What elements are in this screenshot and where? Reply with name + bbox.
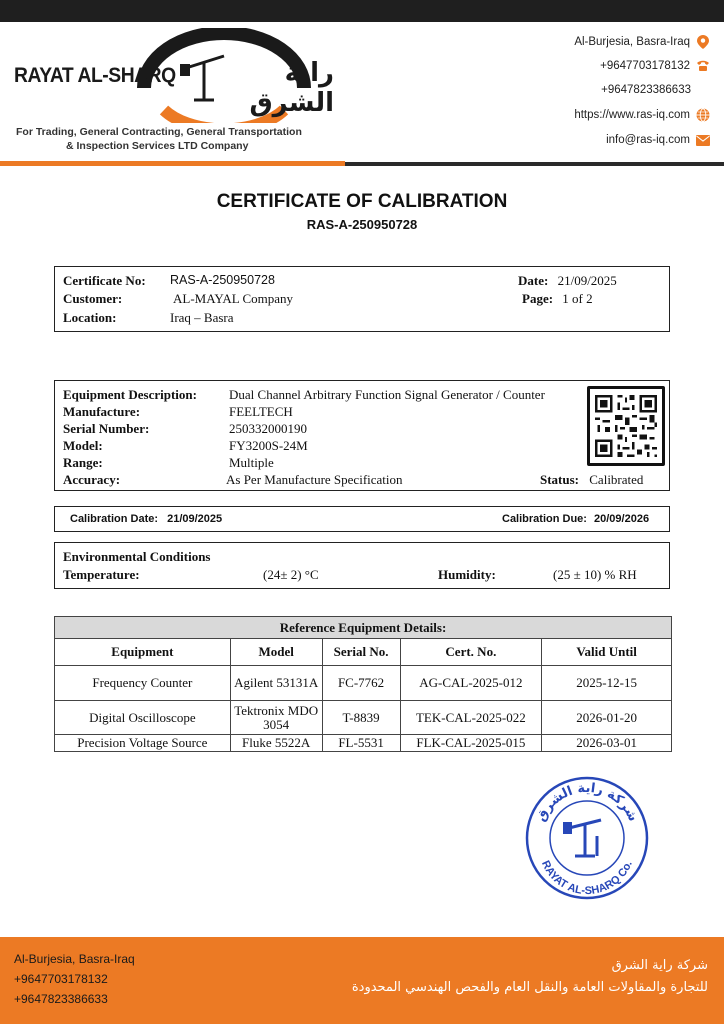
location-value: Iraq – Basra xyxy=(170,310,234,325)
calibration-due-row xyxy=(502,513,649,525)
logo-tagline-line1: For Trading, General Contracting, General Transportation xyxy=(16,126,302,138)
location-label: Location: xyxy=(63,310,117,325)
table-row xyxy=(55,701,672,735)
equipment-description-row xyxy=(63,387,545,403)
accuracy-label: Accuracy: xyxy=(63,472,121,487)
customer-value: AL-MAYAL Company xyxy=(173,291,294,306)
table-cell: Agilent 53131A xyxy=(230,666,322,701)
table-cell: 2026-01-20 xyxy=(542,701,672,735)
serial-number-value: 250332000190 xyxy=(229,421,307,436)
table-cell: FLK-CAL-2025-015 xyxy=(400,735,542,752)
logo-tagline-line2: & Inspection Services LTD Company xyxy=(66,140,249,152)
location-row xyxy=(63,310,234,326)
footer-phone2: +9647823386633 xyxy=(14,992,108,1006)
svg-text:RAYAT AL-SHARQ Co. xyxy=(539,859,635,897)
header-phone1-text: +9647703178132 xyxy=(600,60,690,72)
serial-number-label: Serial Number: xyxy=(63,421,150,436)
certificate-no-row xyxy=(63,273,275,289)
page-label: Page: xyxy=(522,291,554,306)
header-website[interactable] xyxy=(574,108,710,122)
table-cell: AG-CAL-2025-012 xyxy=(400,666,542,701)
company-logo xyxy=(14,28,334,156)
column-header-valid-until: Valid Until xyxy=(542,639,672,666)
date-value: 21/09/2025 xyxy=(557,273,617,288)
equipment-description-label: Equipment Description: xyxy=(63,387,197,402)
range-row xyxy=(63,455,274,471)
calibration-due-value: 20/09/2026 xyxy=(594,513,650,525)
serial-number-row xyxy=(63,421,307,437)
header-divider-orange xyxy=(0,161,345,166)
header-email[interactable] xyxy=(606,133,710,147)
table-cell: Fluke 5522A xyxy=(230,735,322,752)
status-value: Calibrated xyxy=(589,472,644,487)
location-pin-icon xyxy=(696,35,710,49)
manufacture-value: FEELTECH xyxy=(229,404,293,419)
column-header-serial: Serial No. xyxy=(322,639,400,666)
logo-english-text: RAYAT AL-SHARQ xyxy=(14,64,176,87)
stamp-arabic-text: شركة راية الشرق xyxy=(533,780,641,825)
accuracy-value: As Per Manufacture Specification xyxy=(226,472,403,487)
table-cell: FL-5531 xyxy=(322,735,400,752)
manufacture-label: Manufacture: xyxy=(63,404,141,419)
header-website-text[interactable]: https://www.ras-iq.com xyxy=(574,109,690,121)
table-row xyxy=(55,666,672,701)
calibration-date-value: 21/09/2025 xyxy=(167,513,223,525)
footer-company-arabic xyxy=(352,955,708,999)
certificate-number-heading: RAS-A-250950728 xyxy=(306,217,418,232)
humidity-row xyxy=(438,567,637,583)
customer-row xyxy=(63,291,294,307)
table-cell: FC-7762 xyxy=(322,666,400,701)
range-value: Multiple xyxy=(229,455,274,470)
certificate-no-label: Certificate No: xyxy=(63,273,146,288)
reference-equipment-table xyxy=(54,616,672,752)
header-address xyxy=(574,35,710,49)
stamp-english-text: RAYAT AL-SHARQ Co. xyxy=(539,858,635,898)
header-phone1 xyxy=(600,59,710,73)
page-row xyxy=(522,291,593,307)
calibration-date-row xyxy=(70,513,222,525)
header-phone2-text: +9647823386633 xyxy=(601,84,691,96)
qr-code[interactable] xyxy=(587,386,665,466)
certificate-no-value: RAS-A-250950728 xyxy=(170,273,275,287)
footer-company-name: شركة راية الشرق xyxy=(611,958,708,973)
page-value: 1 of 2 xyxy=(562,291,593,306)
manufacture-row xyxy=(63,404,293,420)
column-header-equipment: Equipment xyxy=(55,639,231,666)
header-email-text[interactable]: info@ras-iq.com xyxy=(606,134,690,146)
humidity-label: Humidity: xyxy=(438,567,496,582)
table-cell: 2026-03-01 xyxy=(542,735,672,752)
column-header-model: Model xyxy=(230,639,322,666)
globe-icon xyxy=(696,108,710,122)
temperature-value: (24± 2) °C xyxy=(263,567,319,582)
envelope-icon xyxy=(696,133,710,147)
model-label: Model: xyxy=(63,438,103,453)
table-cell: Tektronix MDO 3054 xyxy=(230,701,322,735)
date-label: Date: xyxy=(518,273,549,288)
calibration-date-label: Calibration Date: xyxy=(70,513,159,525)
header-address-text: Al-Burjesia, Basra-Iraq xyxy=(574,36,690,48)
phone-icon xyxy=(696,59,710,73)
model-value: FY3200S-24M xyxy=(229,438,308,453)
footer-phone1: +9647703178132 xyxy=(14,972,108,986)
table-header-row xyxy=(55,639,672,666)
temperature-row xyxy=(63,567,319,583)
header-divider-dark xyxy=(345,162,724,166)
calibration-due-label: Calibration Due: xyxy=(502,513,587,525)
status-row xyxy=(540,472,643,488)
temperature-label: Temperature: xyxy=(63,567,140,582)
svg-text:شركة راية الشرق xyxy=(534,781,641,824)
environment-heading: Environmental Conditions xyxy=(63,549,211,564)
footer-address: Al-Burjesia, Basra-Iraq xyxy=(14,952,135,966)
table-cell: Precision Voltage Source xyxy=(55,735,231,752)
range-label: Range: xyxy=(63,455,103,470)
header-phone2 xyxy=(601,84,691,96)
customer-label: Customer: xyxy=(63,291,123,306)
table-cell: Frequency Counter xyxy=(55,666,231,701)
logo-arabic-text: راية الشرق xyxy=(249,58,334,118)
column-header-cert: Cert. No. xyxy=(400,639,542,666)
humidity-value: (25 ± 10) % RH xyxy=(553,567,637,582)
footer-company-description: للتجارة والمقاولات العامة والنقل العام والفحص الهندسي المحدودة xyxy=(351,980,708,995)
table-row xyxy=(55,735,672,752)
certificate-title: CERTIFICATE OF CALIBRATION xyxy=(216,191,508,212)
table-cell: Digital Oscilloscope xyxy=(55,701,231,735)
date-row xyxy=(518,273,617,289)
footer xyxy=(0,937,724,1024)
top-bar xyxy=(0,0,724,22)
equipment-description-value: Dual Channel Arbitrary Function Signal Generator / Counter xyxy=(229,387,545,402)
status-label: Status: xyxy=(540,472,580,487)
table-cell: T-8839 xyxy=(322,701,400,735)
table-cell: 2025-12-15 xyxy=(542,666,672,701)
footer-contacts xyxy=(14,949,135,1009)
accuracy-row xyxy=(63,472,403,488)
company-seal-stamp xyxy=(525,776,649,900)
reference-table-heading: Reference Equipment Details: xyxy=(55,617,672,639)
model-row xyxy=(63,438,308,454)
table-heading-row xyxy=(55,617,672,639)
table-cell: TEK-CAL-2025-022 xyxy=(400,701,542,735)
